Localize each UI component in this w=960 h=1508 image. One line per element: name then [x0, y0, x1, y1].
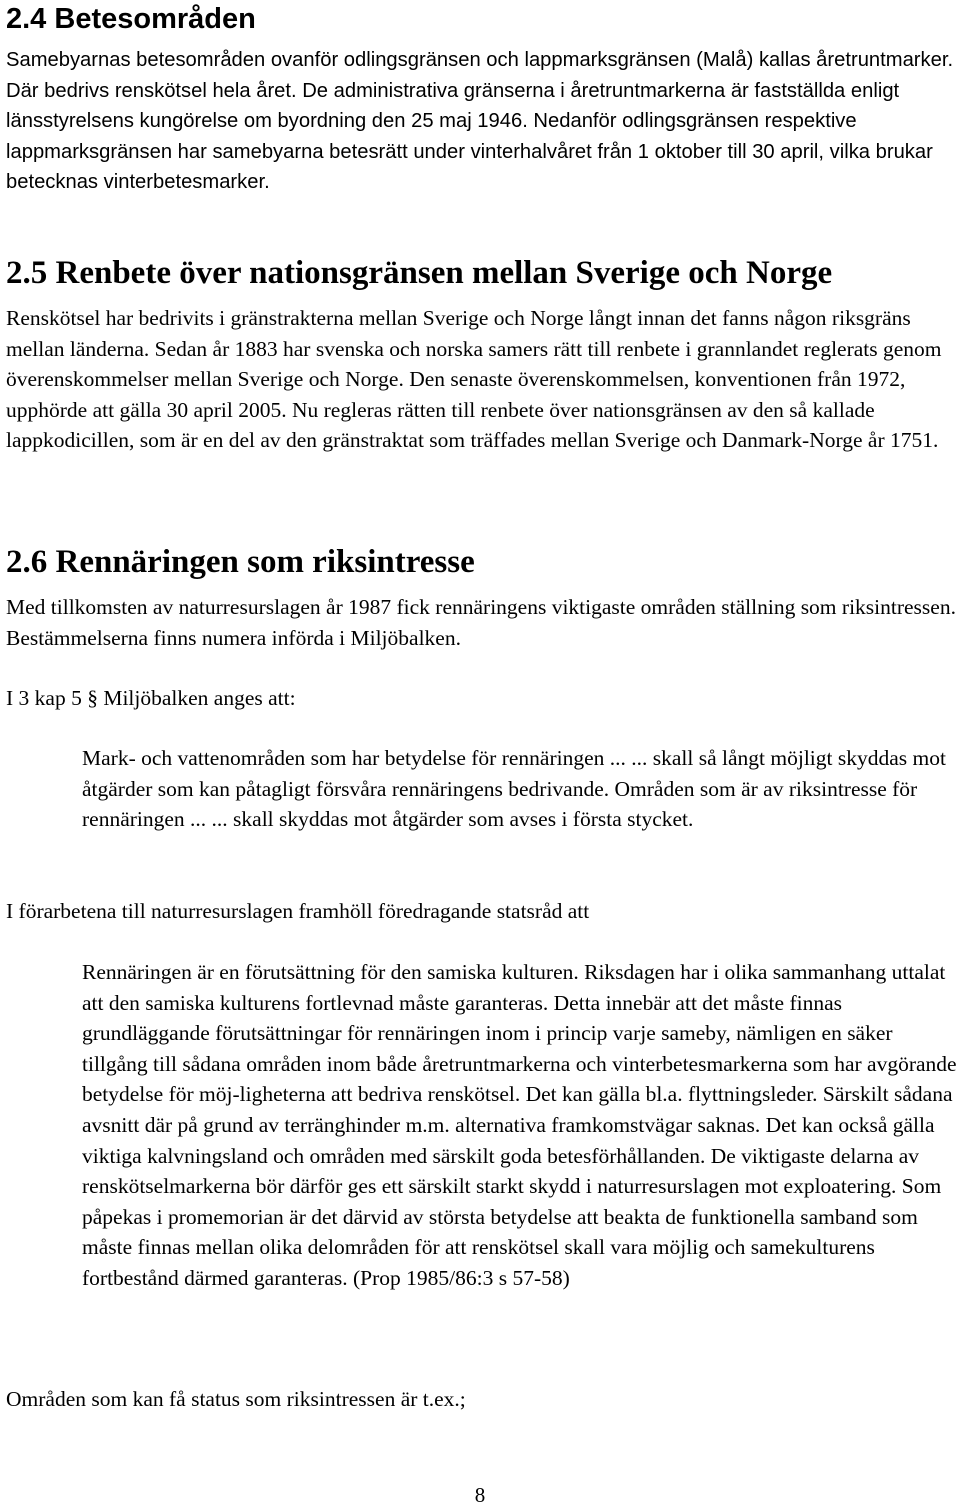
law-intro: I 3 kap 5 § Miljöbalken anges att:: [6, 686, 296, 710]
paragraph-2-5: Renskötsel har bedrivits i gränstrakterna mellan Sverige och Norge långt innan det fanns någon riksgräns mellan länderna. Sedan år 1883 har svenska och norska samers rätt till renbete i grannlandet reglerats genom överenskommelser mellan Sverige och Norge. Den senaste överenskommelsen, konventionen från 1972, upphörde att gälla 30 april 2005. Nu regleras rätten till renbete över nationsgränsen av den så kallade lappkodicillen, som är en del av den gränstraktat som träffades mellan Sverige och Danmark-Norge år 1751.: [6, 306, 942, 453]
page-number: 8: [474, 1483, 486, 1507]
preparatory-works-intro: I förarbetena till naturresurslagen framhöll föredragande statsråd att: [6, 899, 590, 923]
law-quote: Mark- och vattenområden som har betydelse för rennäringen ... ... skall så långt möjligt skyddas mot åtgärder som kan påtagligt försvåra rennäringens bedrivande. Områden som är av riksintresse för rennäringen ... ... skall skyddas mot åtgärder som avses i första stycket.: [82, 746, 946, 832]
paragraph-2-6: Med tillkomsten av naturresurslagen år 1987 fick rennäringens viktigaste områden ställning som riksintressen. Bestämmelserna finns numera införda i Miljöbalken.: [6, 595, 956, 650]
heading-2-5: 2.5 Renbete över nationsgränsen mellan Sverige och Norge: [6, 255, 833, 291]
preparatory-works-quote: Rennäringen är en förutsättning för den samiska kulturen. Riksdagen har i olika sammanhang uttalat att den samiska kulturens fortlevnad måste garanteras. Detta innebär att det måste finnas grundläggande förutsättningar för rennäringen inom i princip varje sameby, nämligen en säker tillgång till sådana områden inom både åretruntmarkerna och vinterbetesmarkerna som har avgörande betydelse för möj-ligheterna att bedriva renskötsel. Det kan gälla bl.a. flyttningsleder. Särskilt sådana avsnitt där på grund av terränghinder m.m. alternativa framkomstvägar saknas. Det kan också gälla viktiga kalvningsland och områden med särskilt goda betesförhållanden. De viktigaste delarna av renskötselmarkerna bör därför ges ett särskilt starkt skydd i naturresurslagen mot exploatering. Som påpekas i promemorian är det därvid av största betydelse att beakta de funktionella samband som måste finnas mellan olika delområden för att renskötsel skall vara möjlig och samekulturens fortbestånd därmed garanteras. (Prop 1985/86:3 s 57-58): [82, 960, 957, 1290]
heading-2-6: 2.6 Rennäringen som riksintresse: [6, 544, 475, 580]
paragraph-2-4: Samebyarnas betesområden ovanför odlingsgränsen och lappmarksgränsen (Malå) kallas åretruntmarker. Där bedrivs renskötsel hela året. De administrativa gränserna i åretruntmarkerna är fastställda enligt länsstyrelsens kungörelse om byordning den 25 maj 1946. Nedanför odlingsgränsen respektive lappmarksgränsen har samebyarna betesrätt under vinterhalvåret från 1 oktober till 30 april, vilka brukar betecknas vinterbetesmarker.: [6, 49, 954, 193]
closing-line: Områden som kan få status som riksintressen är t.ex.;: [6, 1387, 466, 1411]
heading-2-4: 2.4 Betesområden: [6, 3, 256, 35]
